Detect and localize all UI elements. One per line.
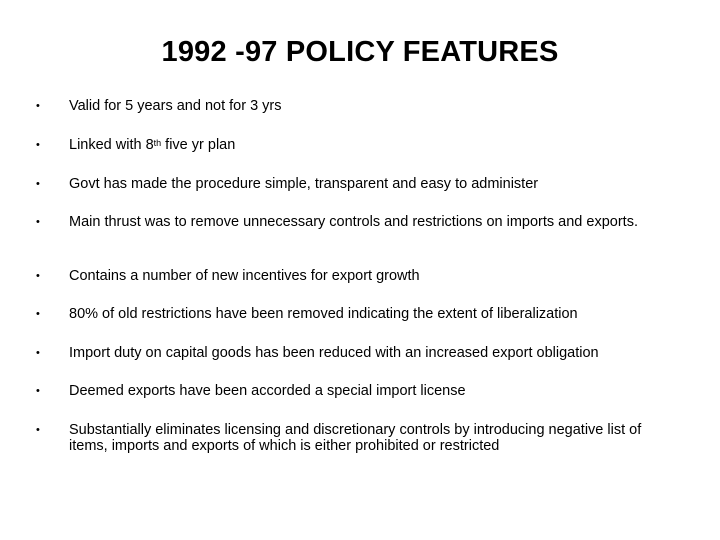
bullet-marker: • [36,178,40,190]
bullet-text-part: Linked with 8 [69,137,154,153]
bullet-text: 80% of old restrictions have been removed indicating the extent of liberalization [69,306,578,322]
bullet-text: Deemed exports have been accorded a special import license [69,383,466,399]
bullet-marker: • [36,424,40,436]
bullet-text: Valid for 5 years and not for 3 yrs [69,98,282,114]
bullet-text: Main thrust was to remove unnecessary controls and restrictions on imports and exports. [69,214,638,230]
bullet-text: Contains a number of new incentives for export growth [69,268,420,284]
bullet-text [69,137,669,153]
bullet-text: Import duty on capital goods has been reduced with an increased export obligation [69,345,599,361]
ordinal-superscript: th [153,138,162,148]
bullet-text-part: five yr plan [161,137,236,153]
slide-title: 1992 -97 POLICY FEATURES [161,36,559,68]
bullet-marker: • [36,100,40,112]
bullet-marker: • [36,385,40,397]
bullet-marker: • [36,308,40,320]
bullet-text: Govt has made the procedure simple, transparent and easy to administer [69,176,539,192]
bullet-marker: • [36,139,40,151]
bullet-marker: • [36,216,40,228]
bullet-text: Substantially eliminates licensing and discretionary controls by introducing negative list of items, imports and exports of which is either prohibited or restricted [69,422,642,454]
bullet-marker: • [36,270,40,282]
bullet-marker: • [36,347,40,359]
